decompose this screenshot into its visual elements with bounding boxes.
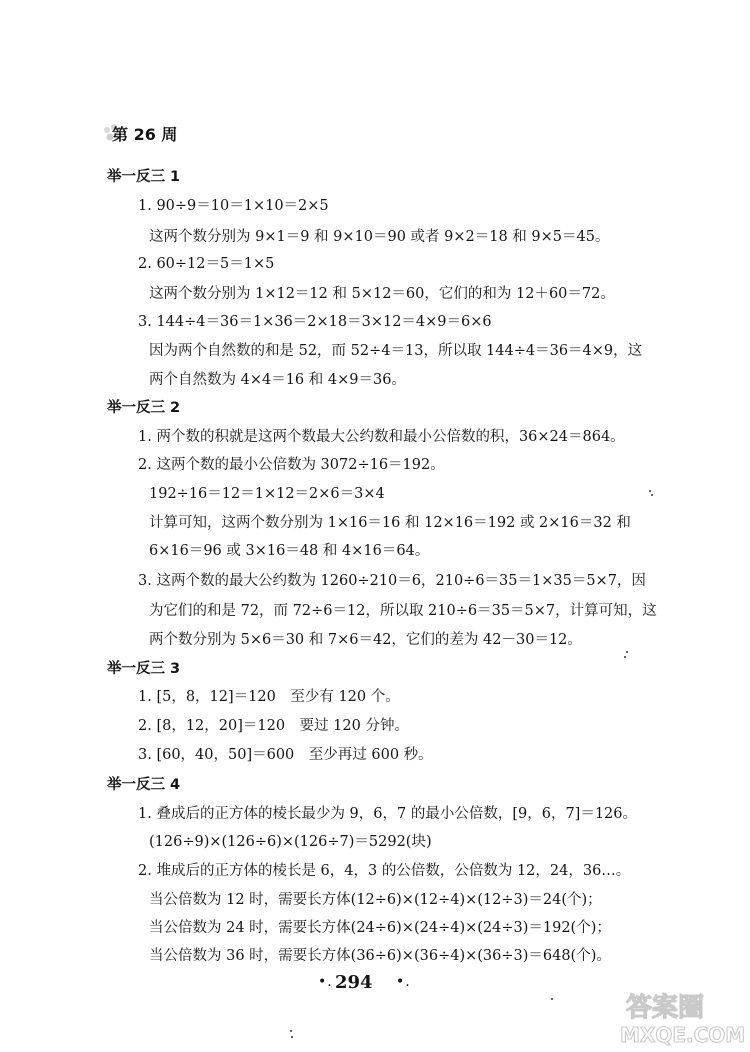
answer-line: 两个数分别为 5×6＝30 和 7×6＝42，它们的差为 42－30＝12。 <box>149 632 582 648</box>
answer-line: 当公倍数为 12 时，需要长方体(12÷6)×(12÷4)×(12÷3)＝24(个)； <box>149 892 602 908</box>
scan-speck <box>624 656 626 658</box>
answer-line: 3. 这两个数的最大公约数为 1260÷210＝6，210÷6＝35＝1×35＝5×7，因 <box>138 573 646 589</box>
answer-line: 因为两个自然数的和是 52，而 52÷4＝13，所以取 144÷4＝36＝4×9，这 <box>149 343 643 359</box>
answer-line: 1. 叠成后的正方体的棱长最少为 9，6，7 的最小公倍数，[9，6，7]＝126。 <box>138 806 638 822</box>
scan-speck <box>551 998 553 1000</box>
scan-speck <box>626 651 628 653</box>
scan-speck <box>651 494 653 496</box>
section-title-1: 举一反三 1 <box>107 169 181 185</box>
answer-line: (126÷9)×(126÷6)×(126÷7)＝5292(块) <box>149 834 432 850</box>
answer-line: 2. 堆成后的正方体的棱长是 6，4，3 的公倍数，公倍数为 12，24，36…。 <box>138 863 631 879</box>
section-title-3: 举一反三 3 <box>107 661 181 677</box>
answer-line: 2. 这两个数的最小公倍数为 3072÷16＝192。 <box>138 457 445 473</box>
answer-line: 当公倍数为 24 时，需要长方体(24÷6)×(24÷4)×(24÷3)＝192(个)； <box>149 920 611 936</box>
page-number: 294 <box>335 972 373 993</box>
page-number-dots-left: •. <box>318 974 333 990</box>
answer-line: 1. [5，8，12]＝120 至少有 120 个。 <box>138 689 400 705</box>
answer-line: 两个自然数为 4×4＝16 和 4×9＝36。 <box>149 372 406 388</box>
svg-text:答案圈: 答案圈 <box>626 993 705 1023</box>
answer-line: 为它们的和是 72，而 72÷6＝12，所以取 210÷6＝35＝5×7，计算可知，这 <box>149 603 657 619</box>
answer-line: 6×16＝96 或 3×16＝48 和 4×16＝64。 <box>149 543 430 559</box>
watermark-logo <box>618 988 748 1048</box>
section-title-4: 举一反三 4 <box>107 777 181 793</box>
answer-line: 1. 90÷9＝10＝1×10＝2×5 <box>138 198 329 214</box>
answer-line: 3. [60，40，50]＝600 至少再过 600 秒。 <box>138 747 433 763</box>
page-number-dots-right: •. <box>396 974 411 990</box>
svg-text:MXQE.COM: MXQE.COM <box>620 1023 746 1047</box>
answer-line: 这两个数分别为 1×12＝12 和 5×12＝60，它们的和为 12＋60＝72。 <box>149 286 615 302</box>
answer-line: 这两个数分别为 9×1＝9 和 9×10＝90 或者 9×2＝18 和 9×5＝45。 <box>149 229 610 245</box>
scan-speck <box>290 1030 292 1032</box>
section-title-2: 举一反三 2 <box>107 400 181 416</box>
answer-line: 192÷16＝12＝1×12＝2×6＝3×4 <box>149 486 385 502</box>
scan-speck <box>649 490 651 492</box>
answer-line: 计算可知，这两个数分别为 1×16＝16 和 12×16＝192 或 2×16＝32 和 <box>149 515 631 531</box>
answer-line: 2. [8，12，20]＝120 要过 120 分钟。 <box>138 718 409 734</box>
answer-line: 当公倍数为 36 时，需要长方体(36÷6)×(36÷4)×(36÷3)＝648(个)。 <box>149 948 611 964</box>
week-title: 第 26 周 <box>112 125 178 144</box>
answer-line: 1. 两个数的积就是这两个数最大公约数和最小公倍数的积，36×24＝864。 <box>138 429 625 445</box>
answer-line: 2. 60÷12＝5＝1×5 <box>138 256 275 272</box>
scan-speck <box>291 1036 293 1038</box>
answer-line: 3. 144÷4＝36＝1×36＝2×18＝3×12＝4×9＝6×6 <box>138 314 492 330</box>
